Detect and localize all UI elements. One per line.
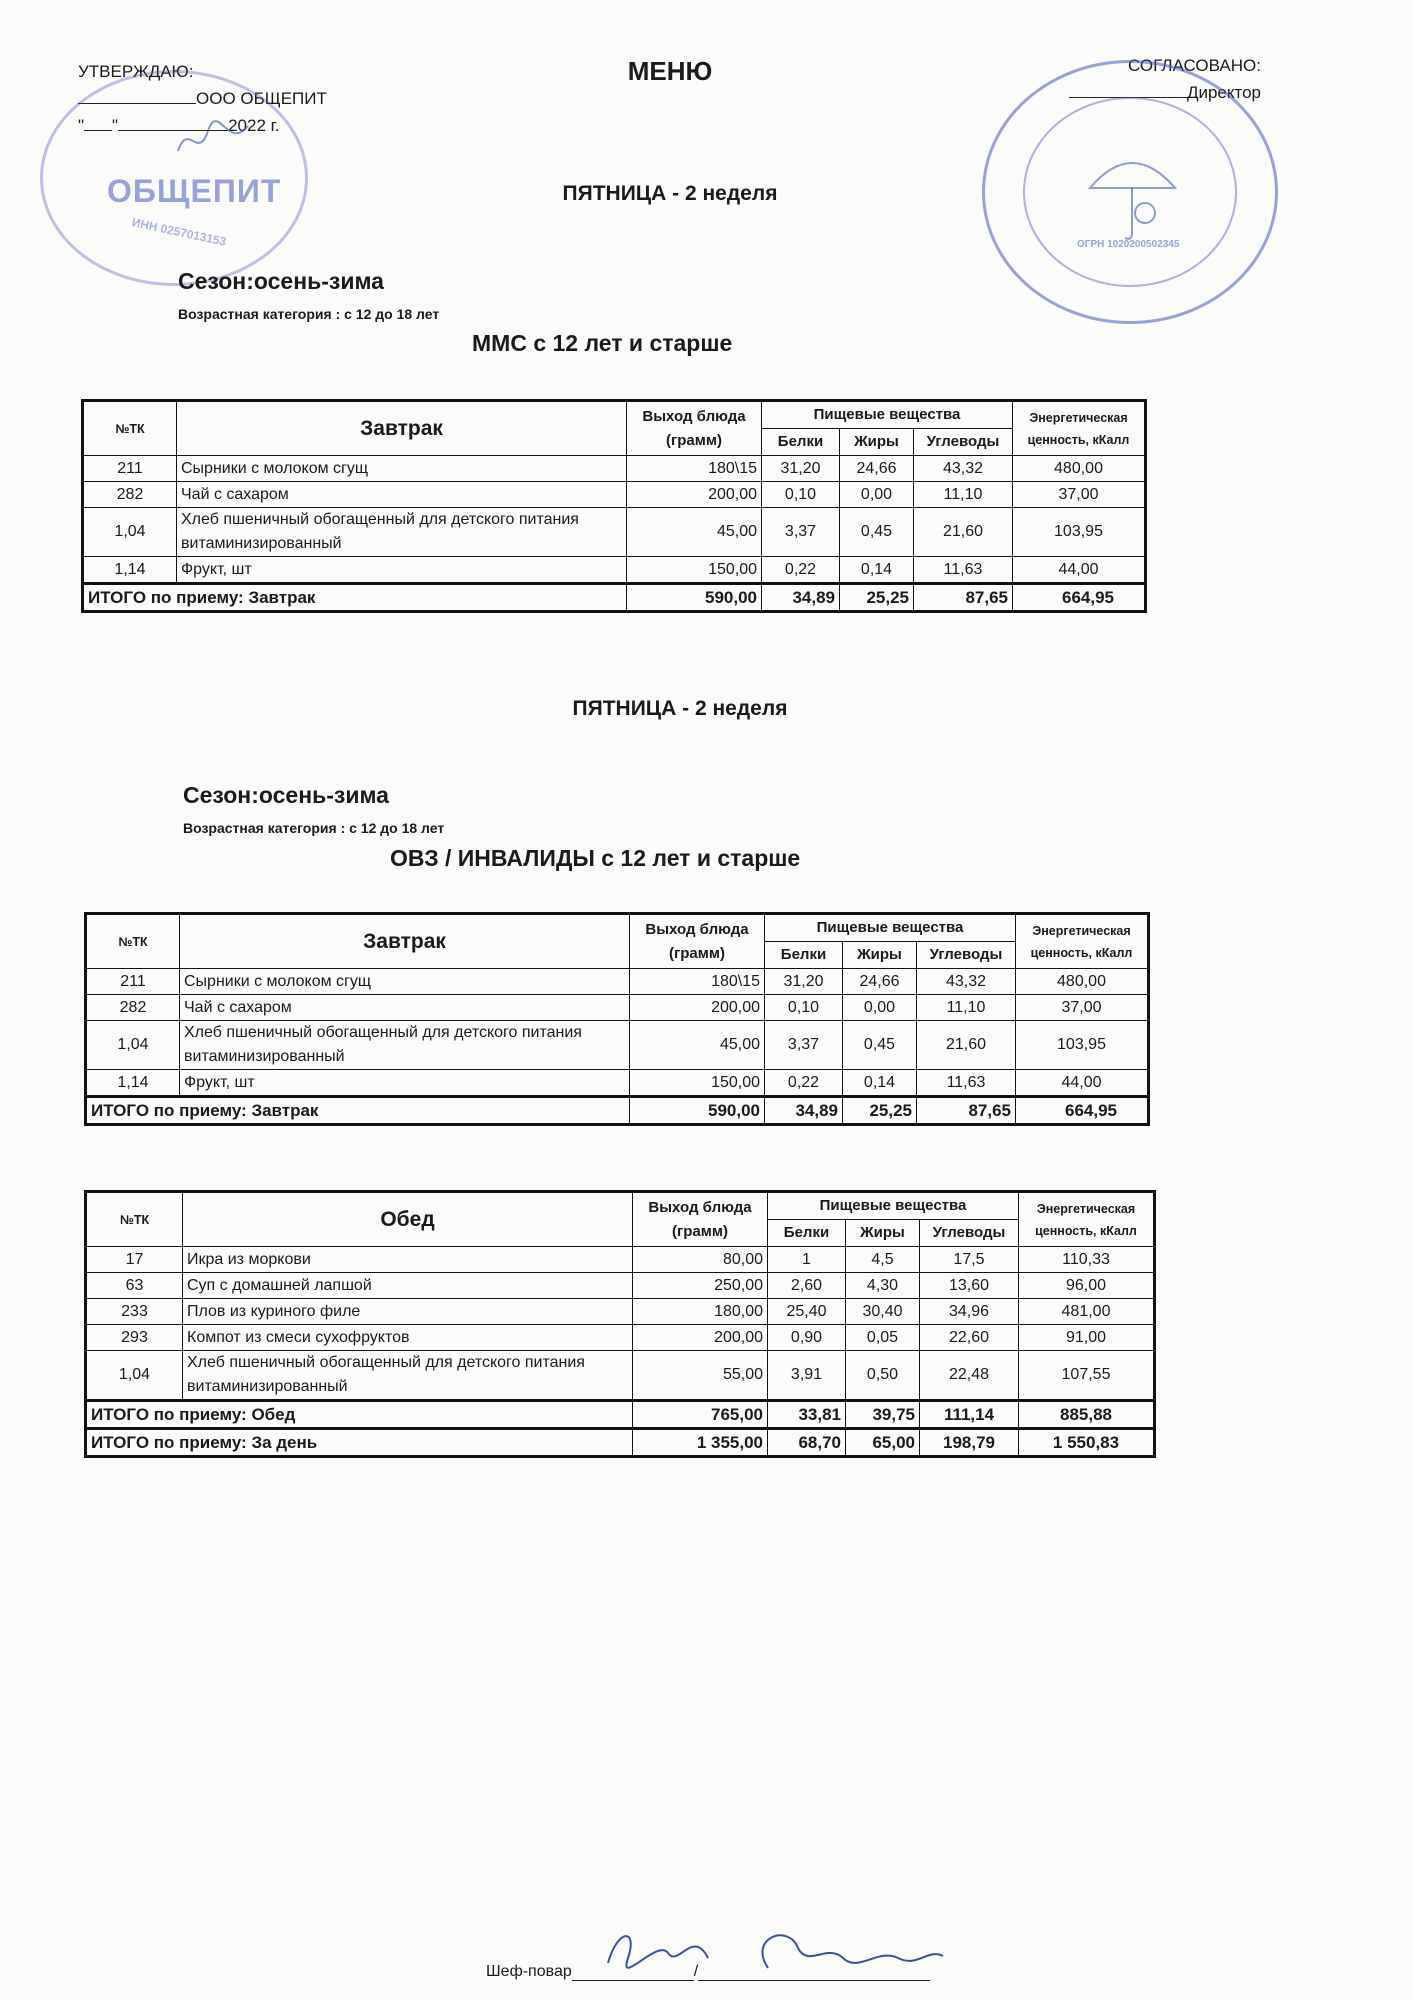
age-category: Возрастная категория : с 12 до 18 лет (178, 306, 440, 322)
category-title: ОВЗ / ИНВАЛИДЫ с 12 лет и старше (390, 845, 801, 871)
table-cell: 24,66 (843, 969, 917, 995)
table-cell: ИТОГО по приему: Обед (86, 1401, 633, 1429)
col-fat: Жиры (843, 942, 917, 969)
table-cell: 480,00 (1013, 456, 1146, 482)
table-cell: Фрукт, шт (180, 1070, 630, 1097)
table-cell: Чай с сахаром (180, 995, 630, 1021)
table-cell: 11,63 (917, 1070, 1016, 1097)
col-protein: Белки (768, 1220, 846, 1247)
table-cell: 25,25 (843, 1097, 917, 1125)
table-cell: 34,96 (920, 1299, 1019, 1325)
chef-label: Шеф-повар (486, 1963, 572, 1980)
col-nutrients: Пищевые вещества (768, 1192, 1019, 1220)
table-row (83, 482, 1146, 508)
col-nutrients: Пищевые вещества (762, 401, 1013, 429)
table-cell: 211 (83, 456, 177, 482)
table-row (86, 1247, 1155, 1273)
table-cell: 4,5 (846, 1247, 920, 1273)
table-cell: 80,00 (633, 1247, 768, 1273)
col-fat: Жиры (840, 429, 914, 456)
table-cell: 107,55 (1019, 1351, 1155, 1401)
table-cell: 37,00 (1013, 482, 1146, 508)
table-cell: Фрукт, шт (177, 557, 627, 584)
table-cell: Плов из куриного филе (183, 1299, 633, 1325)
table-cell: 481,00 (1019, 1299, 1155, 1325)
agreed-label: СОГЛАСОВАНО: (1128, 56, 1261, 75)
table-cell: 65,00 (846, 1429, 920, 1457)
signature-scribble-icon (173, 111, 253, 171)
table-cell: ИТОГО по приему: За день (86, 1429, 633, 1457)
table-cell: 180\15 (627, 456, 762, 482)
table-cell: 31,20 (762, 456, 840, 482)
table-cell: 3,37 (762, 508, 840, 557)
col-energy: Энергетическая ценность, кКалл (1019, 1192, 1155, 1247)
table-cell: 211 (86, 969, 180, 995)
table-cell: 103,95 (1013, 508, 1146, 557)
table-cell: 87,65 (917, 1097, 1016, 1125)
lunch-table-ovz (84, 1190, 1156, 1458)
table-cell: 1 (768, 1247, 846, 1273)
table-cell: Компот из смеси сухофруктов (183, 1325, 633, 1351)
table-cell: 33,81 (768, 1401, 846, 1429)
table-cell: 1,14 (86, 1070, 180, 1097)
date-open-quote: " (78, 116, 85, 135)
col-energy: Энергетическая ценность, кКалл (1013, 401, 1146, 456)
table-cell: 233 (86, 1299, 183, 1325)
table-cell: 55,00 (633, 1351, 768, 1401)
day-title: ПЯТНИЦА - 2 неделя (572, 697, 788, 720)
table-cell: 11,10 (914, 482, 1013, 508)
col-nutrients: Пищевые вещества (765, 914, 1016, 942)
table-cell: 44,00 (1013, 557, 1146, 584)
seal-ogrn: ОГРН 1020200502345 (1077, 239, 1180, 250)
table-cell: Сырники с молоком сгущ (180, 969, 630, 995)
table-cell: 0,05 (846, 1325, 920, 1351)
table-cell: 150,00 (627, 557, 762, 584)
table-cell: 0,00 (840, 482, 914, 508)
org-seal (40, 70, 308, 286)
table-cell: 198,79 (920, 1429, 1019, 1457)
org-name: ООО ОБЩЕПИТ (196, 89, 327, 108)
col-meal: Завтрак (180, 914, 630, 969)
table-cell: 150,00 (630, 1070, 765, 1097)
col-meal: Обед (183, 1192, 633, 1247)
table-cell: 111,14 (920, 1401, 1019, 1429)
date-day-quote: " (112, 116, 119, 135)
table-cell: 4,30 (846, 1273, 920, 1299)
day-title: ПЯТНИЦА - 2 неделя (562, 182, 778, 205)
season: Сезон:осень-зима (178, 268, 384, 294)
table-cell: 180,00 (633, 1299, 768, 1325)
seal-inn: ИНН 0257013153 (130, 215, 228, 249)
table-cell: 21,60 (914, 508, 1013, 557)
table-cell: Хлеб пшеничный обогащенный для детского питания витаминизированный (177, 508, 627, 557)
col-carbs: Углеводы (914, 429, 1013, 456)
day-total-row (86, 1429, 1155, 1457)
table-cell: 0,45 (840, 508, 914, 557)
col-carbs: Углеводы (917, 942, 1016, 969)
chef-signature-block: Шеф-повар / (486, 1962, 930, 1981)
table-cell: 103,95 (1016, 1021, 1149, 1070)
table-cell: 0,22 (762, 557, 840, 584)
table-cell: ИТОГО по приему: Завтрак (86, 1097, 630, 1125)
table-cell: 68,70 (768, 1429, 846, 1457)
table-cell: 1,04 (86, 1351, 183, 1401)
table-cell: 34,89 (762, 584, 840, 612)
table-cell: 37,00 (1016, 995, 1149, 1021)
director-label: Директор (1186, 83, 1261, 102)
chef-signature-scribble-icon (598, 1918, 958, 1988)
col-yield: Выход блюда (грамм) (627, 401, 762, 456)
table-row (86, 1299, 1155, 1325)
breakfast-table-mms (81, 399, 1147, 613)
approve-label: УТВЕРЖДАЮ: (78, 62, 194, 81)
table-cell: 885,88 (1019, 1401, 1155, 1429)
table-row (86, 969, 1149, 995)
col-carbs: Углеводы (920, 1220, 1019, 1247)
table-cell: 91,00 (1019, 1325, 1155, 1351)
table-cell: 1,04 (83, 508, 177, 557)
table-cell: 250,00 (633, 1273, 768, 1299)
table-cell: 2,60 (768, 1273, 846, 1299)
table-cell: 590,00 (627, 584, 762, 612)
col-tk: №ТК (83, 401, 177, 456)
col-meal: Завтрак (177, 401, 627, 456)
table-cell: 24,66 (840, 456, 914, 482)
table-cell: 25,40 (768, 1299, 846, 1325)
table-cell: 17,5 (920, 1247, 1019, 1273)
table-cell: 590,00 (630, 1097, 765, 1125)
table-cell: ИТОГО по приему: Завтрак (83, 584, 627, 612)
table-cell: 1,14 (83, 557, 177, 584)
col-yield: Выход блюда (грамм) (633, 1192, 768, 1247)
table-cell: Чай с сахаром (177, 482, 627, 508)
table-cell: 13,60 (920, 1273, 1019, 1299)
col-protein: Белки (762, 429, 840, 456)
table-cell: 22,48 (920, 1351, 1019, 1401)
total-row (86, 1097, 1149, 1125)
table-cell: 282 (83, 482, 177, 508)
col-fat: Жиры (846, 1220, 920, 1247)
category-title: ММС с 12 лет и старше (472, 330, 733, 356)
table-cell: Хлеб пшеничный обогащенный для детского питания витаминизированный (180, 1021, 630, 1070)
table-cell: 765,00 (633, 1401, 768, 1429)
table-cell: 282 (86, 995, 180, 1021)
table-cell: 664,95 (1013, 584, 1146, 612)
table-cell: 200,00 (630, 995, 765, 1021)
age-category: Возрастная категория : с 12 до 18 лет (183, 820, 445, 836)
table-cell: 39,75 (846, 1401, 920, 1429)
table-cell: 0,10 (765, 995, 843, 1021)
table-cell: 0,14 (840, 557, 914, 584)
menu-title: МЕНЮ (627, 56, 713, 86)
table-cell: 0,90 (768, 1325, 846, 1351)
table-cell: 25,25 (840, 584, 914, 612)
table-cell: 664,95 (1016, 1097, 1149, 1125)
table-row (86, 1273, 1155, 1299)
breakfast-table-ovz (84, 912, 1150, 1126)
table-row (86, 995, 1149, 1021)
col-tk: №ТК (86, 1192, 183, 1247)
table-cell: 0,14 (843, 1070, 917, 1097)
table-cell: 180\15 (630, 969, 765, 995)
seal-text: ОБЩЕПИТ (107, 173, 282, 209)
table-cell: 200,00 (633, 1325, 768, 1351)
table-cell: 30,40 (846, 1299, 920, 1325)
table-cell: Суп с домашней лапшой (183, 1273, 633, 1299)
table-cell: 200,00 (627, 482, 762, 508)
col-tk: №ТК (86, 914, 180, 969)
col-protein: Белки (765, 942, 843, 969)
table-cell: 0,10 (762, 482, 840, 508)
table-cell: 1 550,83 (1019, 1429, 1155, 1457)
table-row (83, 557, 1146, 584)
table-cell: Хлеб пшеничный обогащенный для детского питания витаминизированный (183, 1351, 633, 1401)
table-cell: 43,32 (914, 456, 1013, 482)
table-row (86, 1351, 1155, 1401)
table-cell: 480,00 (1016, 969, 1149, 995)
table-cell: 63 (86, 1273, 183, 1299)
total-row (86, 1401, 1155, 1429)
table-row (86, 1325, 1155, 1351)
total-row (83, 584, 1146, 612)
date-year: 2022 г. (228, 116, 280, 135)
table-cell: 17 (86, 1247, 183, 1273)
col-yield: Выход блюда (грамм) (630, 914, 765, 969)
table-cell: 0,00 (843, 995, 917, 1021)
table-cell: 3,37 (765, 1021, 843, 1070)
col-energy: Энергетическая ценность, кКалл (1016, 914, 1149, 969)
table-cell: 11,10 (917, 995, 1016, 1021)
table-cell: 21,60 (917, 1021, 1016, 1070)
season: Сезон:осень-зима (183, 782, 389, 808)
table-cell: 45,00 (627, 508, 762, 557)
table-cell: 22,60 (920, 1325, 1019, 1351)
table-cell: 96,00 (1019, 1273, 1155, 1299)
table-row (83, 456, 1146, 482)
table-row (83, 508, 1146, 557)
table-cell: 87,65 (914, 584, 1013, 612)
table-row (86, 1070, 1149, 1097)
table-cell: 44,00 (1016, 1070, 1149, 1097)
table-row (86, 1021, 1149, 1070)
table-cell: 0,22 (765, 1070, 843, 1097)
table-cell: 43,32 (917, 969, 1016, 995)
table-cell: 293 (86, 1325, 183, 1351)
table-cell: 31,20 (765, 969, 843, 995)
table-cell: 11,63 (914, 557, 1013, 584)
table-cell: 0,45 (843, 1021, 917, 1070)
table-cell: 110,33 (1019, 1247, 1155, 1273)
table-cell: 3,91 (768, 1351, 846, 1401)
table-cell: 1 355,00 (633, 1429, 768, 1457)
table-cell: Сырники с молоком сгущ (177, 456, 627, 482)
table-cell: 1,04 (86, 1021, 180, 1070)
table-cell: 0,50 (846, 1351, 920, 1401)
table-cell: 45,00 (630, 1021, 765, 1070)
table-cell: Икра из моркови (183, 1247, 633, 1273)
table-cell: 34,89 (765, 1097, 843, 1125)
